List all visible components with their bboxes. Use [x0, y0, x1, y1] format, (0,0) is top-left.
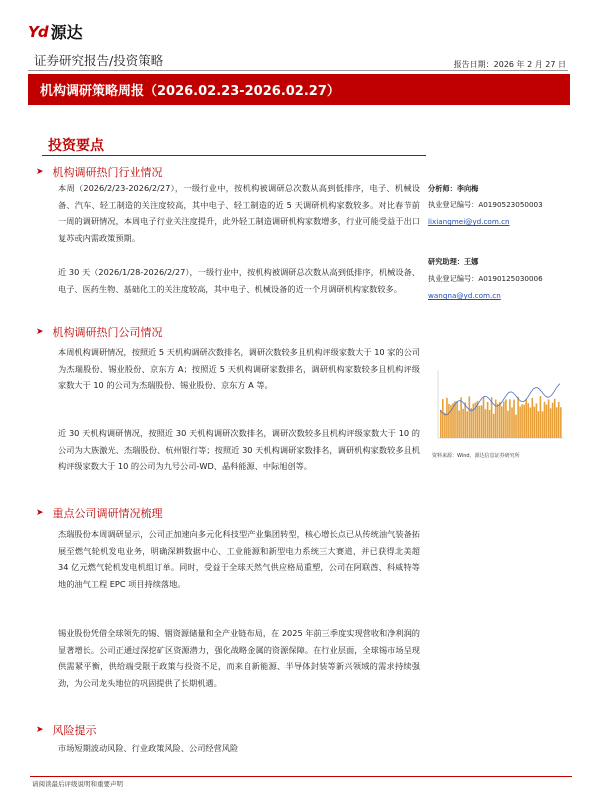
- chart-bar: [442, 399, 444, 438]
- chart-bar: [444, 413, 446, 438]
- chart-bar: [521, 404, 523, 438]
- logo-name: 源达: [50, 23, 83, 42]
- paragraph: 锡业股份凭借全球领先的锡、铟资源储量和全产业链布局，在 2025 年前三季度实现营收和净利润的显著增长。公司正通过深挖矿区资源潜力，强化战略金属的资源保障。在行业层面，全球锡市场呈现供需紧平衡，供给端受限于政策与投资不足，而来自新能源、半导体封装等新兴领域的需求持续强劲，为公司龙头地位的巩固提供了长期机遇。: [58, 628, 420, 688]
- paragraph: 本周机构调研情况，按照近 5 天机构调研次数排名，调研次数较多且机构评级家数大于 10 家的公司为杰瑞股份、锡业股份、京东方 A；按照近 5 天机构调研家数排名，调研机构家数较多且机构评级家数大于 10 的公司为杰瑞股份、锡业股份、京东方 A 等。: [58, 347, 420, 390]
- section-heading-risk: [36, 722, 97, 738]
- section-heading-label: 机构调研热门公司情况: [52, 326, 163, 339]
- section-heading-industry: [36, 164, 163, 180]
- chart-bar: [536, 403, 538, 438]
- chart-bar: [552, 403, 554, 438]
- chart-bar: [519, 407, 521, 438]
- chart-bar: [473, 404, 475, 438]
- chart-bar: [532, 398, 534, 438]
- chart-bar: [469, 396, 471, 438]
- chart-bar: [511, 407, 513, 438]
- chart-bar: [471, 408, 473, 438]
- analyst-email-link[interactable]: lixiangmei@yd.com.cn: [428, 217, 510, 226]
- chart-bar: [503, 402, 505, 439]
- section-heading-key-companies: [36, 505, 163, 521]
- assistant-name: 研究助理：王娜: [428, 257, 479, 266]
- chart-bar: [491, 397, 493, 438]
- chart-bar: [493, 414, 495, 438]
- arrow-icon: ➤: [36, 725, 44, 735]
- arrow-icon: ➤: [36, 167, 44, 177]
- section-heading-label: 机构调研热门行业情况: [52, 166, 163, 179]
- index-trend-chart: [428, 360, 570, 446]
- brand-logo: [28, 20, 83, 43]
- chart-bar: [489, 410, 491, 438]
- chart-bar: [448, 404, 450, 438]
- chart-bar: [497, 404, 499, 438]
- chart-bar: [481, 405, 483, 438]
- paragraph: 杰瑞股份本周调研显示，公司正加速向多元化科技型产业集团转型，核心增长点已从传统油气装备拓展至燃气轮机发电业务，明确深耕数据中心、工业能源和新型电力系统三大赛道，并已获得北美超 34 亿元燃气轮机发电机组订单。同时，受益于全球天然气供应格局重塑，公司在阿联酋、科威特等地的油气工程 EPC 项目持续落地。: [58, 529, 420, 589]
- chart-bar: [550, 408, 552, 438]
- report-title: 机构调研策略周报（2026.02.23-2026.02.27）: [40, 84, 340, 99]
- chart-bar: [517, 397, 519, 438]
- chart-bar: [509, 399, 511, 438]
- chart-bar: [440, 410, 442, 438]
- section-heading-label: 重点公司调研情况梳理: [52, 507, 163, 520]
- chart-bar: [525, 400, 527, 439]
- chart-bar: [523, 405, 525, 438]
- arrow-icon: ➤: [36, 327, 44, 337]
- analyst-name: 分析师：李向梅: [428, 184, 479, 193]
- chart-bar: [505, 399, 507, 438]
- chart-bar: [558, 402, 560, 438]
- report-date: 报告日期：2026 年 2 月 27 日: [453, 60, 566, 69]
- chart-bar: [499, 402, 501, 438]
- header-divider: [28, 70, 568, 71]
- chart-bar: [515, 415, 517, 438]
- assistant-registration: 执业登记编号：A0190125030006: [428, 274, 543, 283]
- chart-bar: [540, 396, 542, 438]
- chart-bar: [454, 401, 456, 438]
- key-points-divider: [42, 155, 426, 156]
- report-type: 证券研究报告/投资策略: [34, 53, 164, 68]
- chart-bar: [556, 407, 558, 438]
- chart-bar: [546, 405, 548, 439]
- chart-bar: [456, 401, 458, 438]
- chart-bar: [554, 399, 556, 438]
- section-heading-company: [36, 324, 163, 340]
- chart-bar: [483, 397, 485, 438]
- paragraph: 近 30 天（2026/1/28-2026/2/27），一级行业中，按机构被调研总次数从高到低排序，机械设备、电子、医药生物、基础化工的关注度较高，其中电子、机械设备的近一个月调研机构家数较多。: [58, 267, 420, 294]
- chart-bar: [507, 411, 509, 438]
- logo-mark: Yd: [28, 22, 48, 41]
- paragraph: 近 30 天机构调研情况，按照近 30 天机构调研次数排名，调研次数较多且机构评级家数大于 10 的公司为大族激光、杰瑞股份、杭州银行等；按照近 30 天机构调研家数排名，调研机构家数较多且机构评级家数大于 10 的公司为九号公司-WD、晶科能源、中际旭创等。: [58, 428, 420, 471]
- key-points-title: 投资要点: [48, 138, 104, 154]
- arrow-icon: ➤: [36, 508, 44, 518]
- chart-bar: [485, 409, 487, 438]
- chart-bar: [466, 411, 468, 438]
- chart-bar: [560, 407, 562, 438]
- chart-bar: [530, 408, 532, 439]
- chart-bar: [534, 407, 536, 438]
- chart-bar: [479, 406, 481, 438]
- chart-bar: [527, 403, 529, 438]
- chart-source: 资料来源：Wind，源达信息证券研究所: [432, 453, 520, 459]
- chart-bar: [548, 400, 550, 439]
- section-heading-label: 风险提示: [52, 724, 97, 737]
- chart-bar: [458, 411, 460, 439]
- assistant-email-link[interactable]: wangna@yd.com.cn: [428, 291, 501, 300]
- footer-divider: [30, 776, 572, 777]
- chart-bar: [513, 400, 515, 438]
- chart-bar: [501, 406, 503, 438]
- chart-bar: [487, 402, 489, 438]
- chart-bar: [544, 402, 546, 438]
- chart-bar: [538, 411, 540, 438]
- chart-bar: [542, 411, 544, 438]
- chart-bar: [462, 409, 464, 438]
- analyst-registration: 执业登记编号：A0190523050003: [428, 200, 543, 209]
- paragraph: 本周（2026/2/23-2026/2/27），一级行业中，按机构被调研总次数从高到低排序，电子、机械设备、汽车、轻工制造的关注度较高，其中电子、轻工制造的近 5 天调研机构家数较多。对比春节前一周的调研情况，本周电子行业关注度提升，此外轻工制造调研机构家数增多，行业可能受益于出口复苏或内需政策预期。: [58, 183, 420, 243]
- paragraph: 市场短期波动风险、行业政策风险、公司经营风险: [58, 743, 239, 753]
- chart-bar: [460, 397, 462, 438]
- footer-disclaimer: 请阅读最后评级说明和重要声明: [32, 780, 123, 788]
- chart-bar: [446, 398, 448, 438]
- chart-bar: [464, 402, 466, 438]
